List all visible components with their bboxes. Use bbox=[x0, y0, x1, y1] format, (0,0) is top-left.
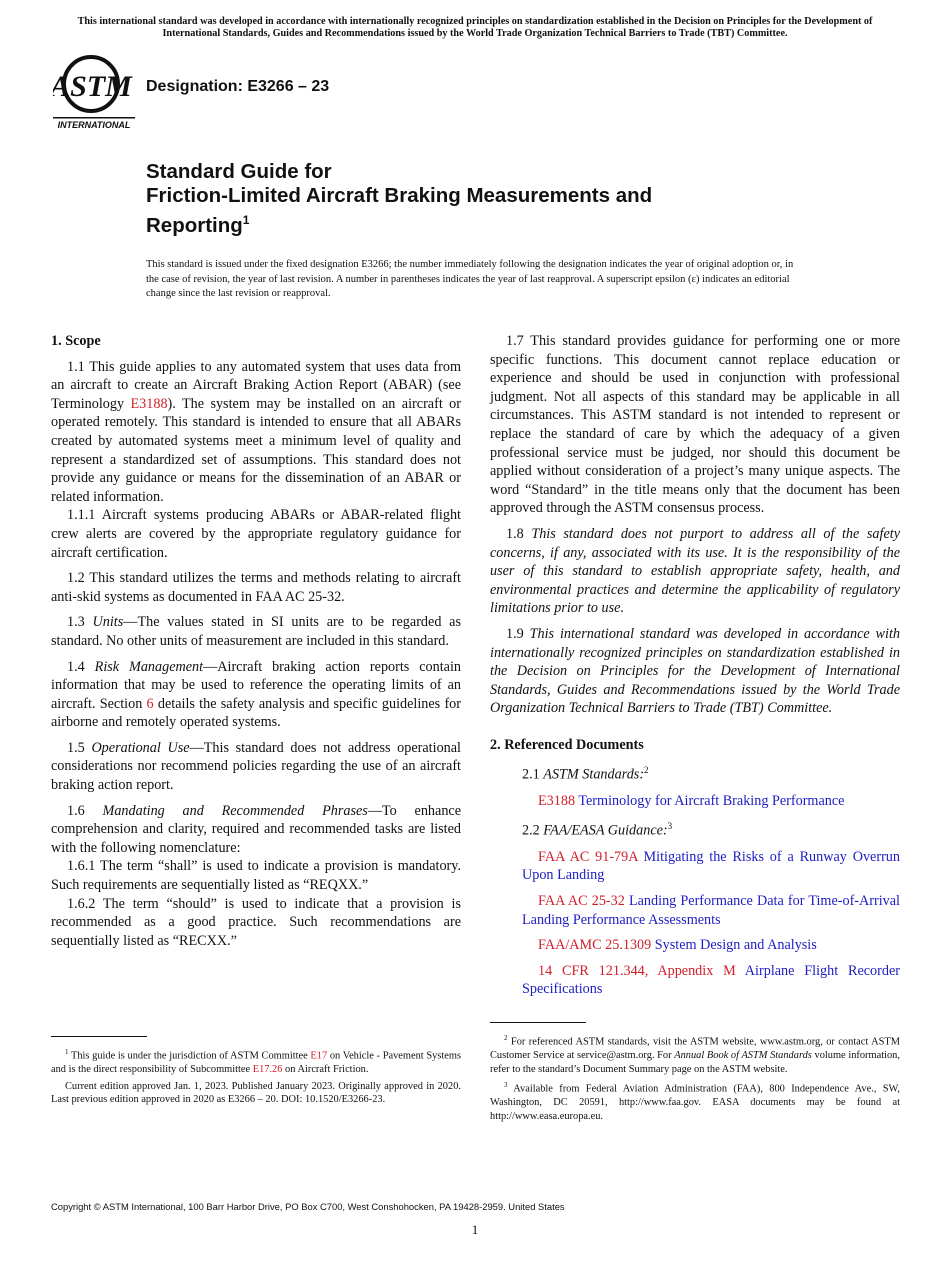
footnote-2: $^2$ For referenced ASTM standards, visit the ASTM website, www.astm.org, or contact ASTM Customer Service at service@astm.org. For Annual Book of ASTM Standards volume information, refer to the standard’s Document Summary page on the ASTM website. bbox=[490, 1034, 900, 1075]
designation: Designation: E3266 – 23 bbox=[146, 78, 330, 95]
para-1-1-1: 1.1.1 Aircraft systems producing ABARs or ABAR-related flight crew alerts are covered by the appropriate regulatory guidance for aircraft certification. bbox=[51, 507, 461, 561]
issue-note: This standard is issued under the fixed designation E3266; the number immediately following the designation indicates the year of original adoption or, in the case of revision, the year of last revision. A number in parentheses indicates the year of last reapproval. A superscript epsilon (ε) indicates an editorial change since the last revision or reapproval. bbox=[146, 259, 794, 299]
edition-note: Current edition approved Jan. 1, 2023. Published January 2023. Originally approved in 2020. Last previous edition approved in 2020 as E3266 – 20. DOI: 10.1520/E3266-23. bbox=[51, 1080, 461, 1106]
reference-item[interactable]: E3188 Terminology for Aircraft Braking Performance bbox=[538, 792, 845, 809]
para-1-3: 1.3 Units—The values stated in SI units are to be regarded as standard. No other units of measurement are included in this standard. bbox=[51, 614, 462, 649]
title-line-2: Friction-Limited Aircraft Braking Measurements and bbox=[146, 184, 653, 207]
scope-heading: 1. Scope bbox=[51, 333, 101, 349]
para-1-6-1: 1.6.1 The term “shall” is used to indicate a provision is mandatory. Such requirements are sequentially listed as “REQXX.” bbox=[51, 858, 461, 894]
document-title bbox=[146, 160, 866, 238]
tbt-notice: This international standard was developed in accordance with internationally recognized principles on standardization established in the Decision on Principles for the Development of International Standards, Guides and Recommendations issued by the World Trade Organization Technical Barriers to Trade (TBT) Committee. bbox=[77, 16, 873, 39]
reference-item[interactable]: FAA AC 91-79A Mitigating the Risks of a Runway Overrun Upon Landing bbox=[522, 848, 900, 884]
footnote-3: $^3$ Available from Federal Aviation Administration (FAA), 800 Independence Ave., SW, Washington, DC 20591, http://www.faa.gov. EASA documents may be found at http://www.easa.europa.eu. bbox=[490, 1081, 900, 1122]
astm-standards-heading: 2.1 ASTM Standards:$^2$ bbox=[522, 765, 649, 784]
title-line-3: Reporting bbox=[146, 213, 243, 237]
para-1-6-2: 1.6.2 The term “should” is used to indicate that a provision is recommended as a good practice. Such recommendations are sequentially listed as “RECXX.” bbox=[51, 895, 461, 949]
para-1-9: 1.9 This international standard was developed in accordance with internationally recognized principles on standardization established in the Decision on Principles for the Development of International Standards, Guides and Recommendations issued by the World Trade Organization Technical Barriers to Trade (TBT) Committee. bbox=[490, 625, 900, 717]
para-1-7: 1.7 This standard provides guidance for performing one or more specific functions. This document cannot replace education or experience and should be used in conjunction with professional judgment. Not all aspects of this standard may be applicable in all circumstances. This ASTM standard is not intended to represent or replace the standard of care by which the adequacy of a given professional service must be judged, nor should this document be applied without consideration of a project’s many unique aspects. The word “Standard” in the title means only that the document has been approved through the ASTM consensus process. bbox=[490, 333, 900, 517]
faa-guidance-heading: 2.2 FAA/EASA Guidance:$^3$ bbox=[522, 821, 673, 840]
link-e17[interactable]: E17 bbox=[310, 1050, 328, 1062]
para-1-2: 1.2 This standard utilizes the terms and methods relating to aircraft anti-skid systems as documented in FAA AC 25-32. bbox=[51, 570, 461, 605]
link-section-6[interactable]: 6 bbox=[146, 695, 154, 712]
para-1-8: 1.8 This standard does not purport to address all of the safety concerns, if any, associated with its use. It is the responsibility of the user of this standard to establish appropriate safety, health, and environmental practices and determine the applicability of regulatory limitations prior to use. bbox=[490, 525, 900, 617]
reference-item[interactable]: FAA AC 25-32 Landing Performance Data for Time-of-Arrival Landing Performance Assessments bbox=[522, 892, 900, 928]
copyright: Copyright © ASTM International, 100 Barr Harbor Drive, PO Box C700, West Conshohocken, PA 19428-2959. United States bbox=[51, 1201, 565, 1212]
footnote-1: $^1$ This guide is under the jurisdiction of ASTM Committee E17 on Vehicle - Pavement Systems and is the direct responsibility of Subcommittee E17.26 on Aircraft Friction. bbox=[51, 1048, 461, 1076]
svg-text:ASTM: ASTM bbox=[53, 70, 132, 103]
footnotes-right bbox=[490, 1032, 900, 1127]
reference-item[interactable]: 14 CFR 121.344, Appendix M Airplane Flight Recorder Specifications bbox=[522, 962, 900, 998]
title-footnote-mark: 1 bbox=[242, 213, 250, 227]
link-e17-26[interactable]: E17.26 bbox=[252, 1064, 283, 1076]
reference-item[interactable]: FAA/AMC 25.1309 System Design and Analysis bbox=[538, 937, 817, 954]
para-1-6: 1.6 Mandating and Recommended Phrases—To enhance comprehension and clarity, required and recommended tasks are listed with the following nomenclature: bbox=[51, 802, 462, 856]
para-1-4: 1.4 Risk Management—Aircraft braking action reports contain information that may be used to reference the operating limits of an aircraft. Section 6 details the safety analysis and specific guidelines for airborne and remotely operated systems. bbox=[51, 658, 461, 731]
link-e3188[interactable]: E3188 bbox=[130, 395, 168, 412]
astm-logo bbox=[53, 54, 135, 132]
para-1-1: 1.1 This guide applies to any automated system that uses data from an aircraft to create an Aircraft Braking Action Report (ABAR) (see Terminology E3188). The system may be installed on an aircraft or operated remotely. This standard is intended to ensure that all ABARs created by automated systems meet a minimum level of quality and represent a standardized set of assumptions. This standard does not provide any guidance or means for the dissemination of an ABAR or related information. bbox=[51, 358, 461, 505]
footnote-rule-right bbox=[490, 1022, 586, 1023]
references-heading: 2. Referenced Documents bbox=[490, 736, 644, 753]
footnote-rule-left bbox=[51, 1036, 147, 1037]
title-line-1: Standard Guide for bbox=[146, 160, 332, 183]
left-column bbox=[51, 332, 461, 957]
footnotes-left bbox=[51, 1046, 461, 1110]
para-1-5: 1.5 Operational Use—This standard does not address operational considerations nor recommend policies regarding the use of an aircraft braking action report. bbox=[51, 739, 461, 794]
page-number: 1 bbox=[471, 1222, 479, 1237]
logo-text: INTERNATIONAL bbox=[57, 120, 131, 130]
right-column bbox=[490, 332, 900, 1006]
